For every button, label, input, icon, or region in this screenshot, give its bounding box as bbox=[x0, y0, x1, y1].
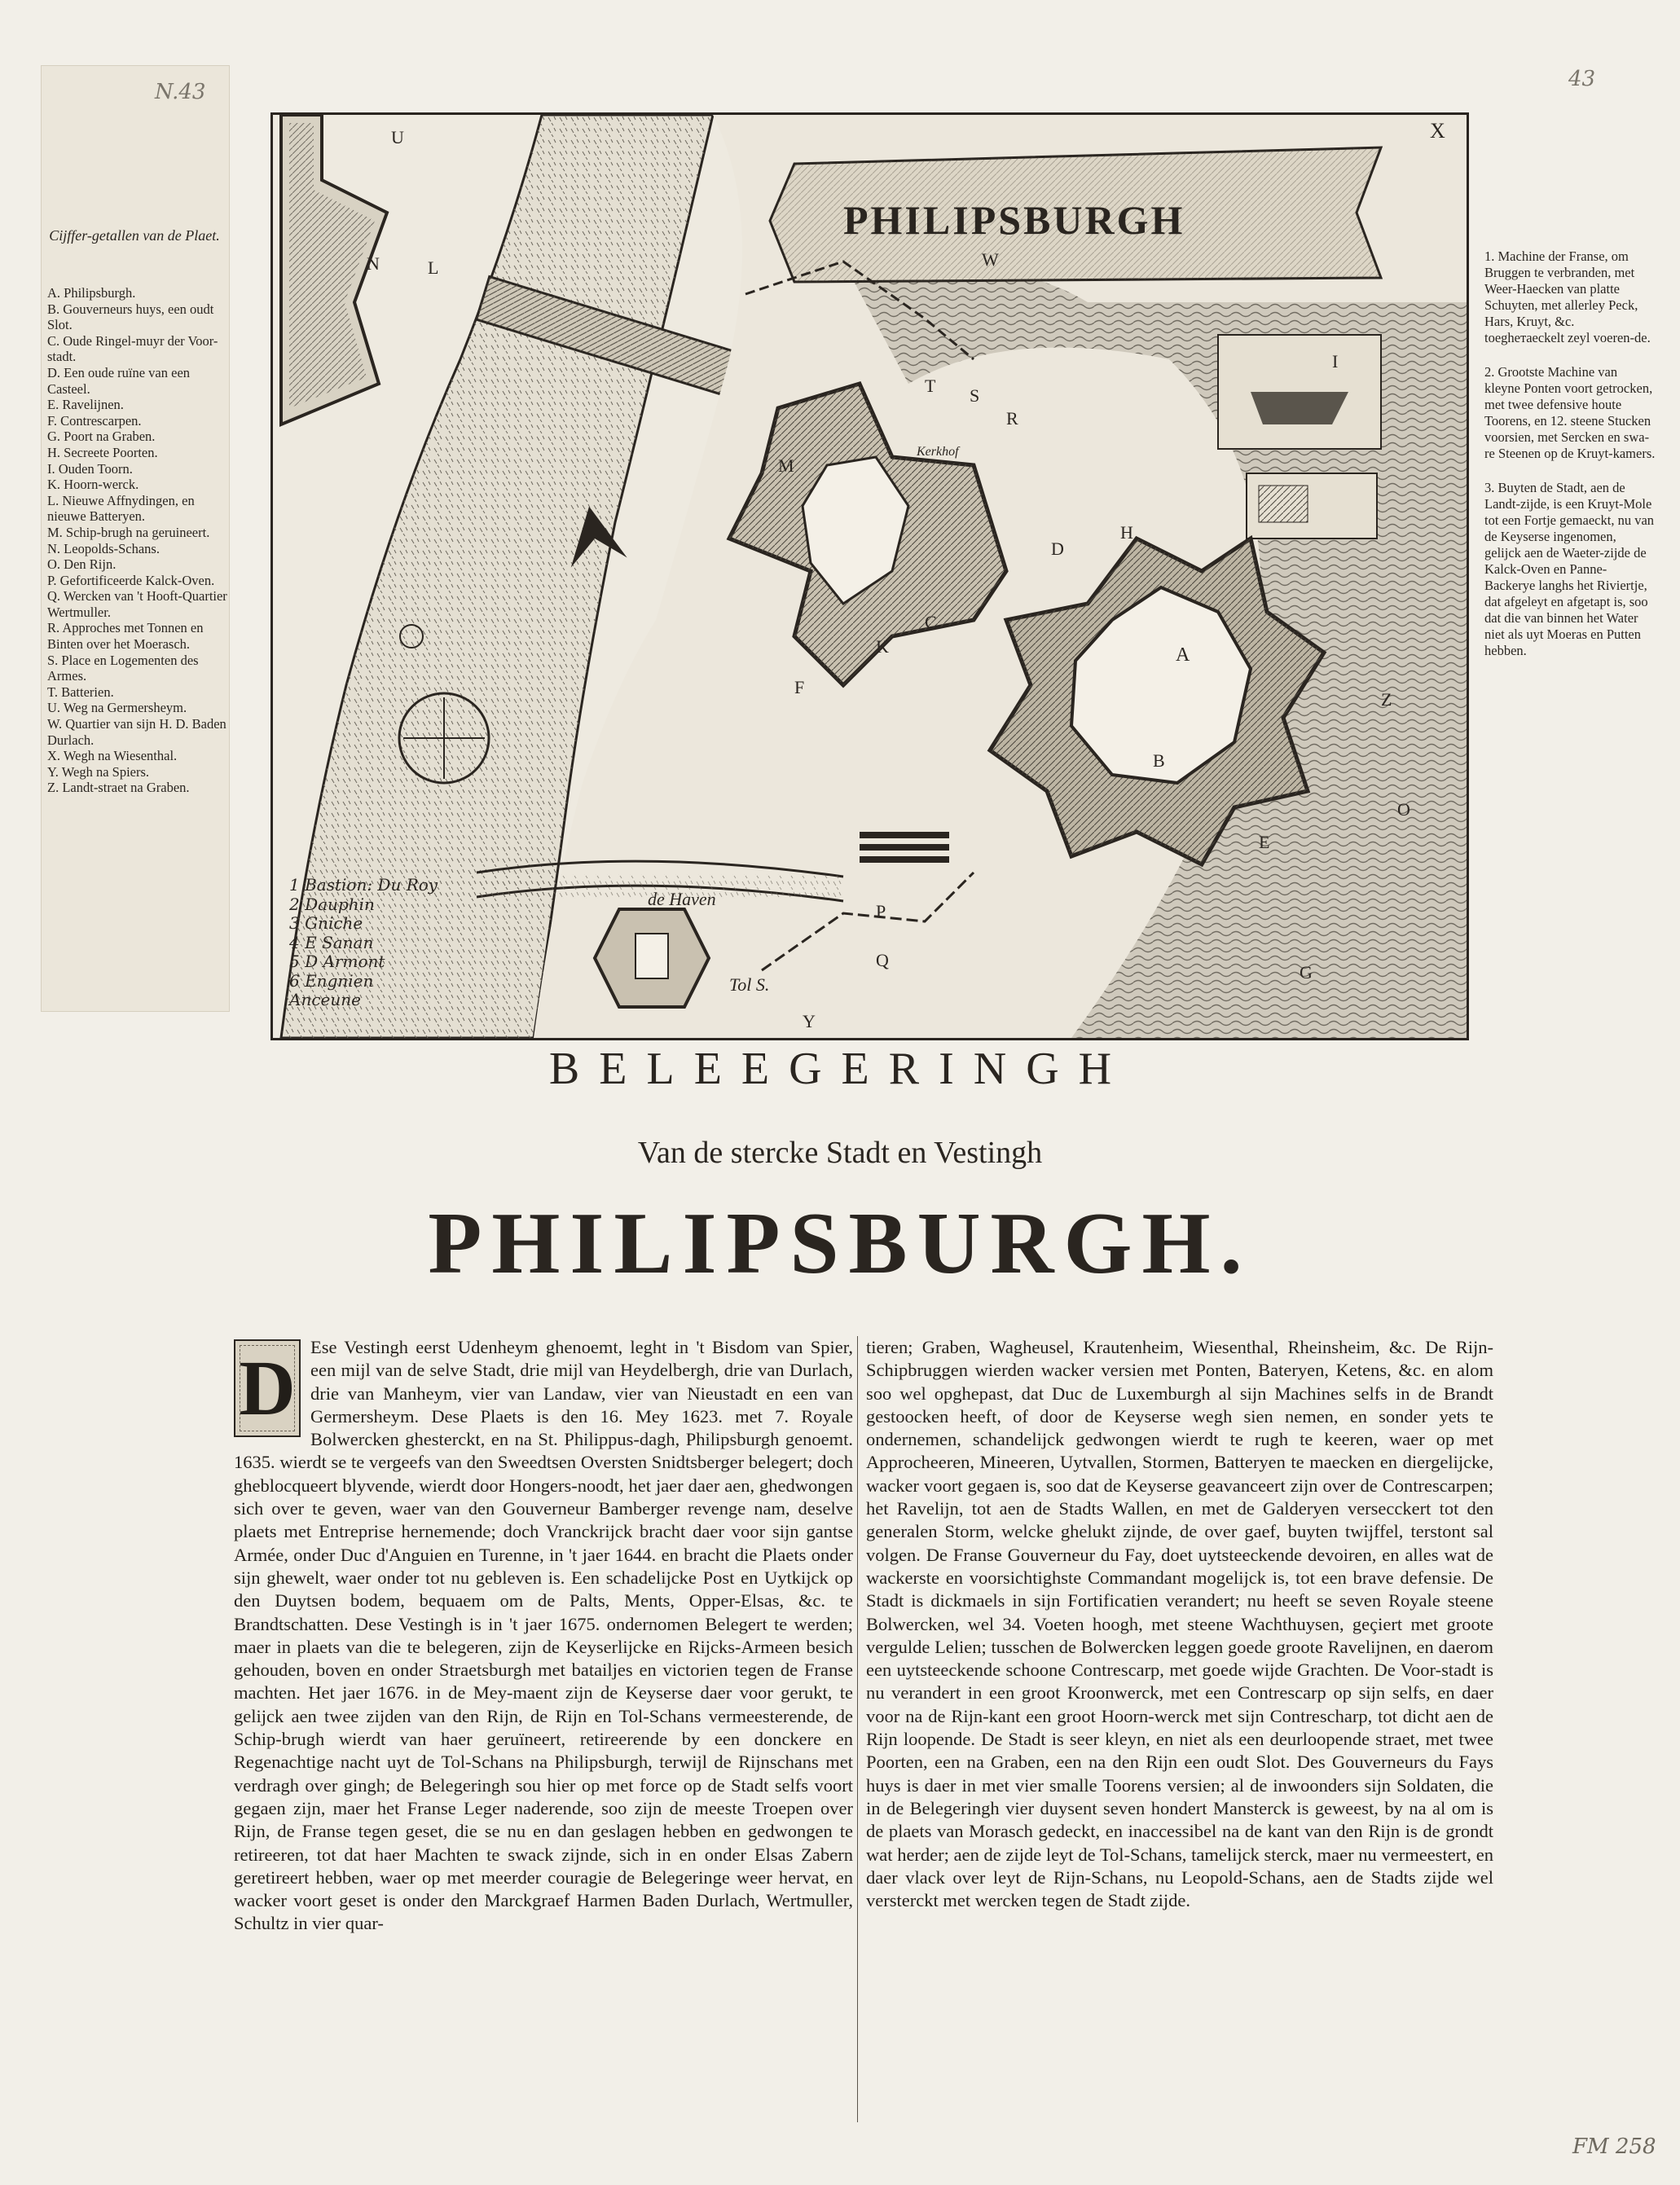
legend-item: Z. Landt-straet na Graben. bbox=[47, 780, 190, 796]
map-letter-a: A bbox=[1176, 644, 1190, 666]
bastion-name: Anceune bbox=[289, 990, 361, 1009]
page-number-left: N.43 bbox=[155, 80, 206, 104]
legend-item: L. Nieuwe Affnydingen, en nieuwe Batteryen. bbox=[47, 492, 198, 525]
bastion-name: 2 Dauphin bbox=[289, 894, 375, 914]
catalog-number: FM 258 bbox=[1572, 2134, 1656, 2159]
legend-item: S. Place en Logementen des Armes. bbox=[47, 652, 201, 684]
legend-item: W. Quartier van sijn H. D. Baden Durlach. bbox=[47, 716, 230, 748]
map-banner: PHILIPSBURGH bbox=[843, 197, 1185, 243]
map-letter-u: U bbox=[391, 127, 404, 147]
title-line-3: PHILIPSBURGH. bbox=[428, 1195, 1252, 1292]
column-divider bbox=[857, 1336, 858, 2122]
map-letter-t: T bbox=[925, 376, 936, 396]
title-line-1: BELEEGERINGH bbox=[548, 1044, 1132, 1094]
legend-item: Y. Wegh na Spiers. bbox=[47, 763, 150, 780]
map-letter-l: L bbox=[428, 257, 439, 278]
body-text-left: Ese Vestingh eerst Udenheym ghenoemt, leght in 't Bisdom van Spier, een mijl van de selve Stadt, drie mijl van Heydelbergh, drie van Durlach, drie van Manheym, vier van Landaw, vier van Nieustadt en een van Germersheym. Dese Plaets is den 16. Mey 1623. met 7. Royale Bolwercken ghesterckt, en na St. Philippus-dagh, Philipsburgh genoemt. 1635. wierdt se te vergeefs van den Sweedtsen Oversten Snidtsberger belegert; doch gheblocqueert blyvende, wierdt door Hongers-noodt, het jaer daer aen, ghedwongen sich over te geven, waer van den Gouverneur Bamberger revenge nam, deselve plaets met Entreprise hernemende; doch Vranckrijck bracht daer voor sijn gantse Armée, onder Duc d'Anguien en Turenne, in 't jaer 1644. en bracht die Plaets onder sijn ghewelt, waer onder tot nu gebleven is. Een schadelijcke Post en Uytkijck op den Duytsen bodem, bequaem om de Palts, Ments, Opper-Elsas, &c. te Brandtschatten. Dese Vestingh is in 't jaer 1675. ondernomen Belegert te werden; maer in plaets van die te belegeren, zijn de Keyserlijcke en Rijcks-Armeen besich gehouden, boven en onder Straetsburgh met batailjes en victorien tegen de Franse machten. Het jaer 1676. in de Mey-maent zijn de Keyserse daer voor gerukt, te gelijck aen twee zijden van den Rijn, de Rijn en Tol-Schans vermeesterende, de Schip-brugh wierdt van haer geruïneert, retireerende by een donckere en Regenachtige nacht uyt de Tol-Schans na Philipsburgh, terwijl de Rijnschans met verdragh over gingh; de Belegeringh sou hier op met force op de Stadt selfs voort gegaen zijn, maer het Franse Leger naderende, soo zijn de meeste Troepen over Rijn, de Franse tegen geset, die se nu en dan geslagen hebben en gedwongen te retireeren, tot dat haer Machten te swack zijnde, sich in en onder Elsas Zabern geretireert hebben, waer op met meerder couragie de Belegeringe weer hervat, en wacker voort geset is onder den Marckgraef Harmen Baden Durlach, Wertmuller, Schultz in vier quar- bbox=[234, 1337, 853, 1934]
map-letter-d: D bbox=[1051, 539, 1064, 559]
map-letter-i: I bbox=[1332, 351, 1339, 371]
label-haven: de Haven bbox=[648, 889, 716, 909]
legend-item: B. Gouverneurs huys, een oudt Slot. bbox=[47, 301, 218, 333]
legend-item: A. Philipsburgh. bbox=[47, 285, 136, 301]
bastion-name: 1 Bastion: Du Roy bbox=[289, 875, 438, 895]
legend-item: G. Poort na Graben. bbox=[47, 429, 156, 445]
legend-list bbox=[47, 285, 231, 796]
map-letter-c: C bbox=[925, 612, 937, 632]
legend-item: P. Gefortificeerde Kalck-Oven. bbox=[47, 572, 215, 588]
dropcap-ornament bbox=[234, 1339, 301, 1437]
legend-item: X. Wegh na Wiesenthal. bbox=[47, 748, 178, 764]
map-letter-k: K bbox=[876, 636, 889, 657]
right-note: 2. Grootste Machine van kleyne Ponten voort getrocken, met twee defensive houte Toorens, en 12. steene Stucken voorsien, met Sercken en swa-re Steenen op de Kruyt-kamers. bbox=[1484, 364, 1656, 461]
siege-map bbox=[270, 112, 1469, 1040]
legend-item: O. Den Rijn. bbox=[47, 556, 117, 573]
map-letter-z: Z bbox=[1381, 689, 1392, 710]
body-text-right: tieren; Graben, Wagheusel, Krautenheim, Wiesenthal, Rheinsheim, &c. De Rijn-Schipbruggen wierden wacker versien met Ponten, Bateryen, Ketens, &c. en alom soo wel opghepast, dat Duc de Luxemburgh al sijn Machines selfs in de Brandt gestoocken heeft, of door de Keyserse wegh sien nemen, en sonder yets te ondernemen, schandelijck gedwongen wierdt te rugh te keeren, waer op met Approcheeren, Mineeren, Uytvallen, Stormen, Batteryen te maecken en diergelijcke, wacker voort gegaen is, soo dat de Keyserse geavanceert zijn over de Contrescarpen; het Ravelijn, tot aen de Stadts Wallen, en met de Galderyen versecckert tot den generalen Storm, welcke ghelukt zijnde, de over gaef, buyten twijffel, terstont sal volgen. De Franse Gouverneur du Fay, doet uytsteeckende devoiren, en alles wat de wackerste en voorsichtighste Commandant mogelijck is, tot een brave defensie. De Stadt is dickmaels in sijn Fortificatien verandert; nu heeft se seven Royale steene Bolwercken, wel 34. Voeten hoogh, met steene Wachthuysen, geçiert met groote vergulde Lelien; tusschen de Bolwercken leggen goede groote Ravelijnen, en daerom een uytsteeckende schoone Contrescarp, met goede wijde Grachten. De Voor-stadt is nu verandert in een groot Kroonwerck, met een Contrescarp op sijn selfs, en daer voor na de Rijn-kant een groot Hoorn-werck met sijn Contrescharp, tot dicht aen de Rijn loopende. De Stadt is seer kleyn, en niet als een deurloopende straet, met twee Poorten, een na Graben, een na den Rijn een oudt Slot. Des Gouverneurs du Fays huys is daer in met vier smalle Toorens versien; al de inwoonders sijn Soldaten, die in de Belegeringh vier duysent seven hondert Mansterck is geweest, by na al om is de plaets van Morasch gedeckt, en inaccessibel na de kant van den Rijn is de grondt wat herder; aen de zijde leyt de Tol-Schans, tamelijck sterck, maer nu vermeestert, en daer vlack over leyt de Rijn-Schans, nu Leopold-Schans, aen de Stadts zijde wel versterckt met wercken tegen de Stadt zijde. bbox=[866, 1337, 1493, 1911]
legend-title: Cijffer-getallen van de Plaet. bbox=[49, 227, 220, 244]
map-letter-o: O bbox=[1397, 799, 1410, 820]
legend-item: F. Contrescarpen. bbox=[47, 412, 142, 429]
map-letter-r: R bbox=[1006, 408, 1018, 429]
bastion-name: 5 D Armont bbox=[289, 952, 385, 971]
legend-item: I. Ouden Toorn. bbox=[47, 460, 133, 477]
map-letter-q: Q bbox=[876, 950, 889, 970]
legend-item: E. Ravelijnen. bbox=[47, 397, 124, 413]
map-letter-f: F bbox=[794, 677, 805, 697]
map-letter-b: B bbox=[1153, 750, 1165, 771]
map-letter-n: N bbox=[367, 253, 380, 274]
legend-item: M. Schip-brugh na geruineert. bbox=[47, 524, 210, 540]
page-number-right: 43 bbox=[1568, 67, 1596, 91]
right-note: 3. Buyten de Stadt, aen de Landt-zijde, is een Kruyt-Mole tot een Fortje gemaeckt, nu van de Keyserse ingenomen, gelijck aen de Waeter-zijde de Kalck-Oven en Panne-Backerye langhs het Riviertje, dat afgeleyt en afgetapt is, soo dat die van binnen het Water niet als uyt Moeras en Putten hebben. bbox=[1484, 480, 1658, 658]
legend-item: R. Approches met Tonnen en Binten over het Moerasch. bbox=[47, 620, 207, 653]
map-letter-m: M bbox=[778, 455, 794, 476]
legend-item: K. Hoorn-werck. bbox=[47, 477, 139, 493]
bastion-name: 3 Gniche bbox=[289, 913, 363, 933]
label-tol: Tol S. bbox=[729, 974, 770, 995]
map-drawing bbox=[273, 115, 1467, 1038]
map-letter-y: Y bbox=[803, 1011, 816, 1031]
bastion-list bbox=[289, 875, 438, 1010]
legend-item: T. Batterien. bbox=[47, 684, 114, 700]
legend-item: C. Oude Ringel-muyr der Voor-stadt. bbox=[47, 332, 218, 365]
map-letter-p: P bbox=[876, 901, 886, 921]
right-notes bbox=[1484, 248, 1656, 677]
body-column-left bbox=[234, 1336, 853, 1936]
legend-item: U. Weg na Germersheym. bbox=[47, 700, 187, 716]
bastion-name: 4 E Sanan bbox=[289, 932, 374, 952]
legend-item: N. Leopolds-Schans. bbox=[47, 540, 160, 556]
legend-item: Q. Wercken van 't Hooft-Quartier Wertmuller. bbox=[47, 588, 231, 620]
dropcap-letter: D bbox=[239, 1344, 296, 1431]
bastion-name: 6 Engnien bbox=[289, 970, 374, 991]
legend-item: H. Secreete Poorten. bbox=[47, 444, 158, 460]
map-letter-e: E bbox=[1259, 832, 1270, 852]
map-letter-s: S bbox=[970, 385, 980, 406]
right-note: 1. Machine der Franse, om Bruggen te verbranden, met Weer-Haecken van platte Schuyten, met allerley Peck, Hars, Kruyt, &c. toegheтaeckelt zeyl voeren-de. bbox=[1484, 248, 1651, 345]
map-letter-w: W bbox=[982, 249, 999, 270]
map-letter-g: G bbox=[1300, 962, 1313, 983]
body-column-right bbox=[866, 1336, 1493, 1912]
map-letter-x: X bbox=[1430, 119, 1445, 143]
title-line-2: Van de stercke Stadt en Vestingh bbox=[637, 1136, 1043, 1170]
tol-schans bbox=[595, 909, 709, 1007]
label-kerkhof: Kerkhof bbox=[917, 445, 959, 459]
legend-item: D. Een oude ruïne van een Casteel. bbox=[47, 364, 194, 397]
map-letter-h: H bbox=[1120, 522, 1133, 543]
